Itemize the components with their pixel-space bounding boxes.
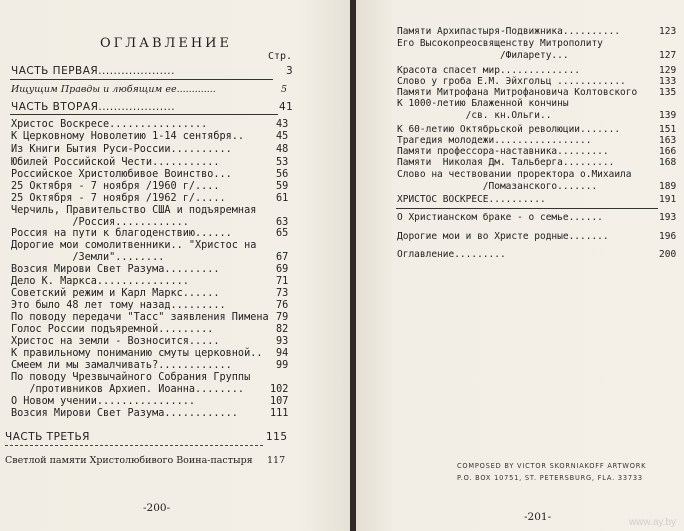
toc-entry: Голос России подъяремной......... 82 <box>11 324 289 335</box>
toc-entry: /Филарету... 127 <box>397 50 677 61</box>
toc-entry: 25 Октября - 7 ноября /1962 г/..... 61 <box>11 193 289 204</box>
toc-entry: Российское Христолюбивое Воинство... 56 <box>11 169 289 180</box>
toc-entry: /св. кн.Ольги.. 139 <box>397 110 677 121</box>
toc-entry: О Новом учении................ 107 <box>11 396 289 407</box>
toc-entry: Христос Воскресе................ 43 <box>11 119 289 130</box>
toc-entry: Красота спасет мир.............. 129 <box>397 65 677 76</box>
toc-heading: ОГЛАВЛЕНИЕ <box>100 36 233 51</box>
toc-entry: Из Книги Бытия Руси-России.......... 48 <box>11 144 289 155</box>
toc-entry: К Церковному Новолетию 1-14 сентября.. 45 <box>11 131 289 142</box>
toc-entry: К правильному пониманию смуты церковной.. 94 <box>11 348 289 359</box>
toc-entry: Смеем ли мы замалчивать?............ 99 <box>11 360 289 371</box>
toc-entry: 25 Октября - 7 ноября /1960 г/.... 59 <box>11 181 289 192</box>
toc-entry: /Земли"........ 67 <box>11 252 289 263</box>
toc-entry: Памяти Николая Дм. Тальберга......... 168 <box>397 157 677 168</box>
divider <box>5 445 263 446</box>
toc-entry: Советский режим и Карл Маркс...... 73 <box>11 288 289 299</box>
toc-entry: О Христианском браке - о семье...... 193 <box>397 212 677 223</box>
toc-entry: Дело К. Маркса............... 71 <box>11 276 289 287</box>
toc-entry: Возсия Мирови Свет Разума......... 69 <box>11 264 289 275</box>
toc-entry: Слово на чествовании проректора о.Михаила <box>397 169 632 180</box>
toc-entry: Черчиль, Правительство США и подъяремная <box>11 205 257 216</box>
right-page <box>356 0 684 531</box>
toc-entry: /Россия............ 63 <box>11 217 289 228</box>
watermark: www.ay.by <box>628 517 676 528</box>
toc-entry: ЧАСТЬ ВТОРАЯ.................... 41 <box>11 101 294 113</box>
toc-entry: К 1000-летию Блаженной кончины <box>397 98 569 109</box>
toc-entry: По поводу передачи "Тасс" заявления Пимена 79 <box>11 312 289 323</box>
toc-entry: Это было 48 лет тому назад......... 76 <box>11 300 289 311</box>
toc-entry: Слово у гроба Е.М. Эйхгольц ............ 133 <box>397 76 677 87</box>
page-column-label: Стр. <box>268 51 293 62</box>
toc-entry: Дорогие мои сомолитвенники.. "Христос на <box>11 240 257 251</box>
toc-entry: Россия на пути к благоденствию...... 65 <box>11 228 289 239</box>
toc-entry: Памяти Митрофана Митрофановича Колтовского 135 <box>397 87 677 98</box>
toc-entry: Ищущим Правды и любящим ее............. 5 <box>11 84 288 95</box>
toc-entry: К 60-летию Октябрьской революции....... 151 <box>397 124 677 135</box>
toc-entry: Памяти Архипастыря-Подвижника.......... 123 <box>397 26 677 37</box>
toc-entry: Дорогие мои и во Христе родные....... 196 <box>397 231 677 242</box>
toc-entry: ХРИСТОС ВОСКРЕСЕ.......... 191 <box>397 194 677 205</box>
divider <box>10 79 273 80</box>
imprint-line: COMPOSED BY VICTOR SKORNIAKOFF ARTWORK <box>457 462 647 470</box>
page-number: -200- <box>143 502 171 514</box>
toc-entry: Его Высокопреосвященству Митрополиту <box>397 38 603 49</box>
toc-entry: Христос на земли - Возносится..... 93 <box>11 336 289 347</box>
toc-entry: По поводу Чрезвычайного Собрания Группы <box>11 372 251 383</box>
divider <box>10 114 278 115</box>
toc-entry: Юбилей Российской Чести........... 53 <box>11 157 289 168</box>
toc-entry: Возсия Мирови Свет Разума............ 111 <box>11 408 289 419</box>
toc-entry: ЧАСТЬ ПЕРВАЯ.................... 3 <box>11 65 294 77</box>
toc-entry: Памяти профессора-наставника......... 166 <box>397 146 677 157</box>
toc-entry: /Помазанского....... 189 <box>397 181 677 192</box>
toc-entry: ЧАСТЬ ТРЕТЬЯ 115 <box>5 431 288 443</box>
page-number: -201- <box>524 511 552 523</box>
imprint-line: P.O. BOX 10751, ST. PETERSBURG, FLA. 33733 <box>457 474 643 482</box>
divider <box>396 208 658 209</box>
toc-entry: /противников Архиеп. Иоанна........ 102 <box>11 384 289 395</box>
toc-entry: Светлой памяти Христолюбивого Воина-пастыря 117 <box>5 455 286 466</box>
toc-entry: Трагедия молодежи................. 163 <box>397 135 677 146</box>
toc-entry: Оглавление......... 200 <box>397 249 677 260</box>
